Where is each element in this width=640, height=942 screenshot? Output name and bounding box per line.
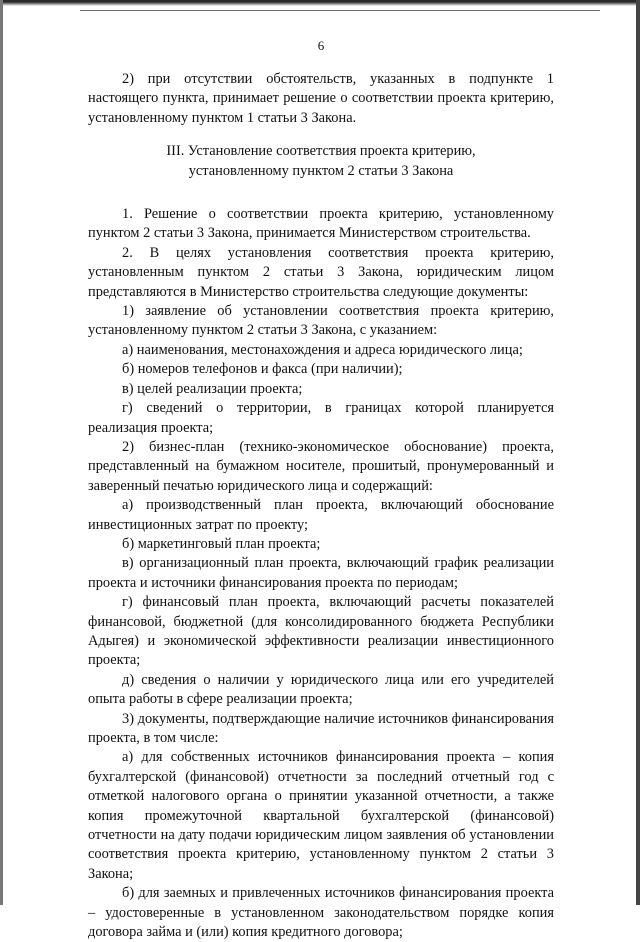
section-heading	[88, 142, 554, 181]
paragraph-2-1-a: а) наименования, местонахождения и адреса юридического лица;	[122, 341, 523, 358]
paragraph-2-2: 2) бизнес-план (технико-экономическое обоснование) проекта, представленный на бумажном носителе, прошитый, пронумерованный и заверенный печатью юридического лица и содержащий:	[88, 438, 554, 494]
paragraph-2: 2. В целях установления соответствия проекта критерию, установленным пунктом 2 статьи 3 Закона, юридическим лицом представляются в Министерство строительства следующие документы:	[88, 244, 554, 300]
paragraph-2-1-c: в) целей реализации проекта;	[122, 380, 303, 397]
page-number: 6	[317, 38, 325, 53]
scan-left-border	[0, 0, 3, 905]
paragraph-2-2-e: д) сведения о наличии у юридического лица или его учредителей опыта работы в сфере реализации проекта;	[88, 671, 554, 708]
paragraph-2-3-a: а) для собственных источников финансирования проекта – копия бухгалтерской (финансовой) отчетности за последний отчетный год с отметкой налогового органа о принятии указанной отчетности, а также копия промежуточной квартальной бухгалтерской (финансовой) отчетности на дату подачи юридическим лицом заявления об установлении соответствия проекта критерию, установленному пунктом 2 статьи 3 Закона;	[88, 749, 554, 882]
paragraph-2-1-d: г) сведений о территории, в границах которой планируется реализация проекта;	[88, 400, 554, 436]
scan-artifact-line	[80, 10, 600, 11]
section-heading-line-2: установленному пунктом 2 статьи 3 Закона	[188, 162, 454, 179]
paragraph-2-2-c: в) организационный план проекта, включающий график реализации проекта и источники финансирования проекта по периодам;	[88, 555, 554, 591]
paragraph-2-3: 3) документы, подтверждающие наличие источников финансирования проекта, в том числе:	[88, 710, 554, 746]
section-heading-line-1: III. Установление соответствия проекта критерию,	[166, 143, 476, 160]
paragraph-2-1: 1) заявление об установлении соответствия проекта критерию, установленному пунктом 2 статьи 3 Закона, с указанием:	[88, 303, 554, 339]
paragraph-2-2-d: г) финансовый план проекта, включающий расчеты показателей финансовой, бюджетной (для консолидированного бюджета Республики Адыгея) и экономической эффективности реализации инвестиционного проекта;	[88, 594, 554, 669]
paragraph-1: 1. Решение о соответствии проекта критерию, установленному пунктом 2 статьи 3 Закона, принимается Министерством строительства.	[88, 206, 554, 242]
document-page	[88, 38, 554, 942]
paragraph-2-3-b: б) для заемных и привлеченных источников финансирования проекта – удостоверенные в установленном законодательством порядке копия договора займа и (или) копия кредитного договора;	[88, 885, 554, 941]
paragraph-2-1-b: б) номеров телефонов и факса (при наличии);	[122, 361, 403, 378]
paragraph-2-2-a: а) производственный план проекта, включающий обоснование инвестиционных затрат по проекту;	[88, 497, 554, 533]
scan-right-border	[636, 0, 640, 905]
paragraph-2-2-b: б) маркетинговый план проекта;	[122, 535, 321, 552]
scan-top-border	[0, 0, 640, 6]
intro-paragraph: 2) при отсутствии обстоятельств, указанных в подпункте 1 настоящего пункта, принимает решение о соответствии проекта критерию, установленному пунктом 1 статьи 3 Закона.	[88, 71, 554, 126]
